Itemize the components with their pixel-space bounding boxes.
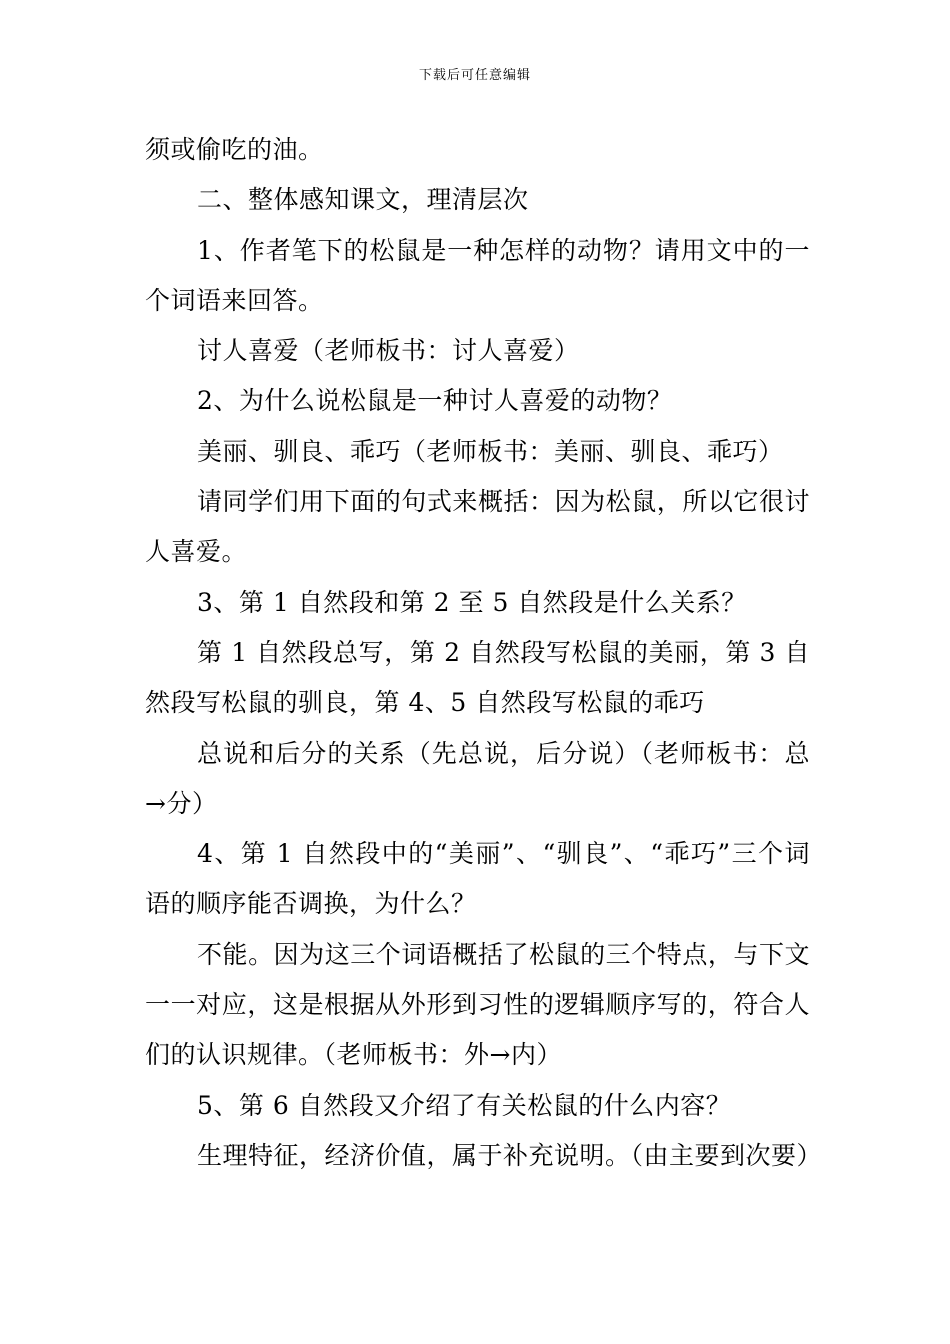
- answer-2: 美丽、驯良、乖巧（老师板书：美丽、驯良、乖巧）: [197, 436, 784, 466]
- question-5: 5、第 6 自然段又介绍了有关松鼠的什么内容？: [197, 1090, 732, 1120]
- question-4: 4、第 1 自然段中的“美丽”、“驯良”、“乖巧”三个词语的顺序能否调换，为什么？: [145, 839, 810, 919]
- sentence-pattern-prompt: 请同学们用下面的句式来概括：因为松鼠，所以它很讨人喜爱。: [145, 487, 810, 567]
- question-2: 2、为什么说松鼠是一种讨人喜爱的动物？: [197, 386, 673, 416]
- question-3: 3、第 1 自然段和第 2 至 5 自然段是什么关系？: [197, 587, 747, 617]
- answer-3: 第 1 自然段总写，第 2 自然段写松鼠的美丽，第 3 自然段写松鼠的驯良，第 4、5 自然段写松鼠的乖巧: [145, 637, 810, 718]
- answer-3-summary: 总说和后分的关系（先总说，后分说）（老师板书：总→分）: [145, 738, 810, 818]
- answer-1: 讨人喜爱（老师板书：讨人喜爱）: [197, 336, 580, 366]
- section-heading: 二、整体感知课文，理清层次: [197, 185, 529, 215]
- paragraph-continuation: 须或偷吃的油。: [145, 135, 324, 164]
- page-header: 下载后可任意编辑: [418, 68, 531, 83]
- question-1: 1、作者笔下的松鼠是一种怎样的动物？请用文中的一个词语来回答。: [145, 235, 810, 315]
- document-body: [145, 125, 823, 1181]
- answer-4: 不能。因为这三个词语概括了松鼠的三个特点，与下文一一对应，这是根据从外形到习性的逻辑顺序写的，符合人们的认识规律。（老师板书：外→内）: [145, 939, 810, 1070]
- answer-5: 生理特征，经济价值，属于补充说明。（由主要到次要）: [197, 1140, 823, 1170]
